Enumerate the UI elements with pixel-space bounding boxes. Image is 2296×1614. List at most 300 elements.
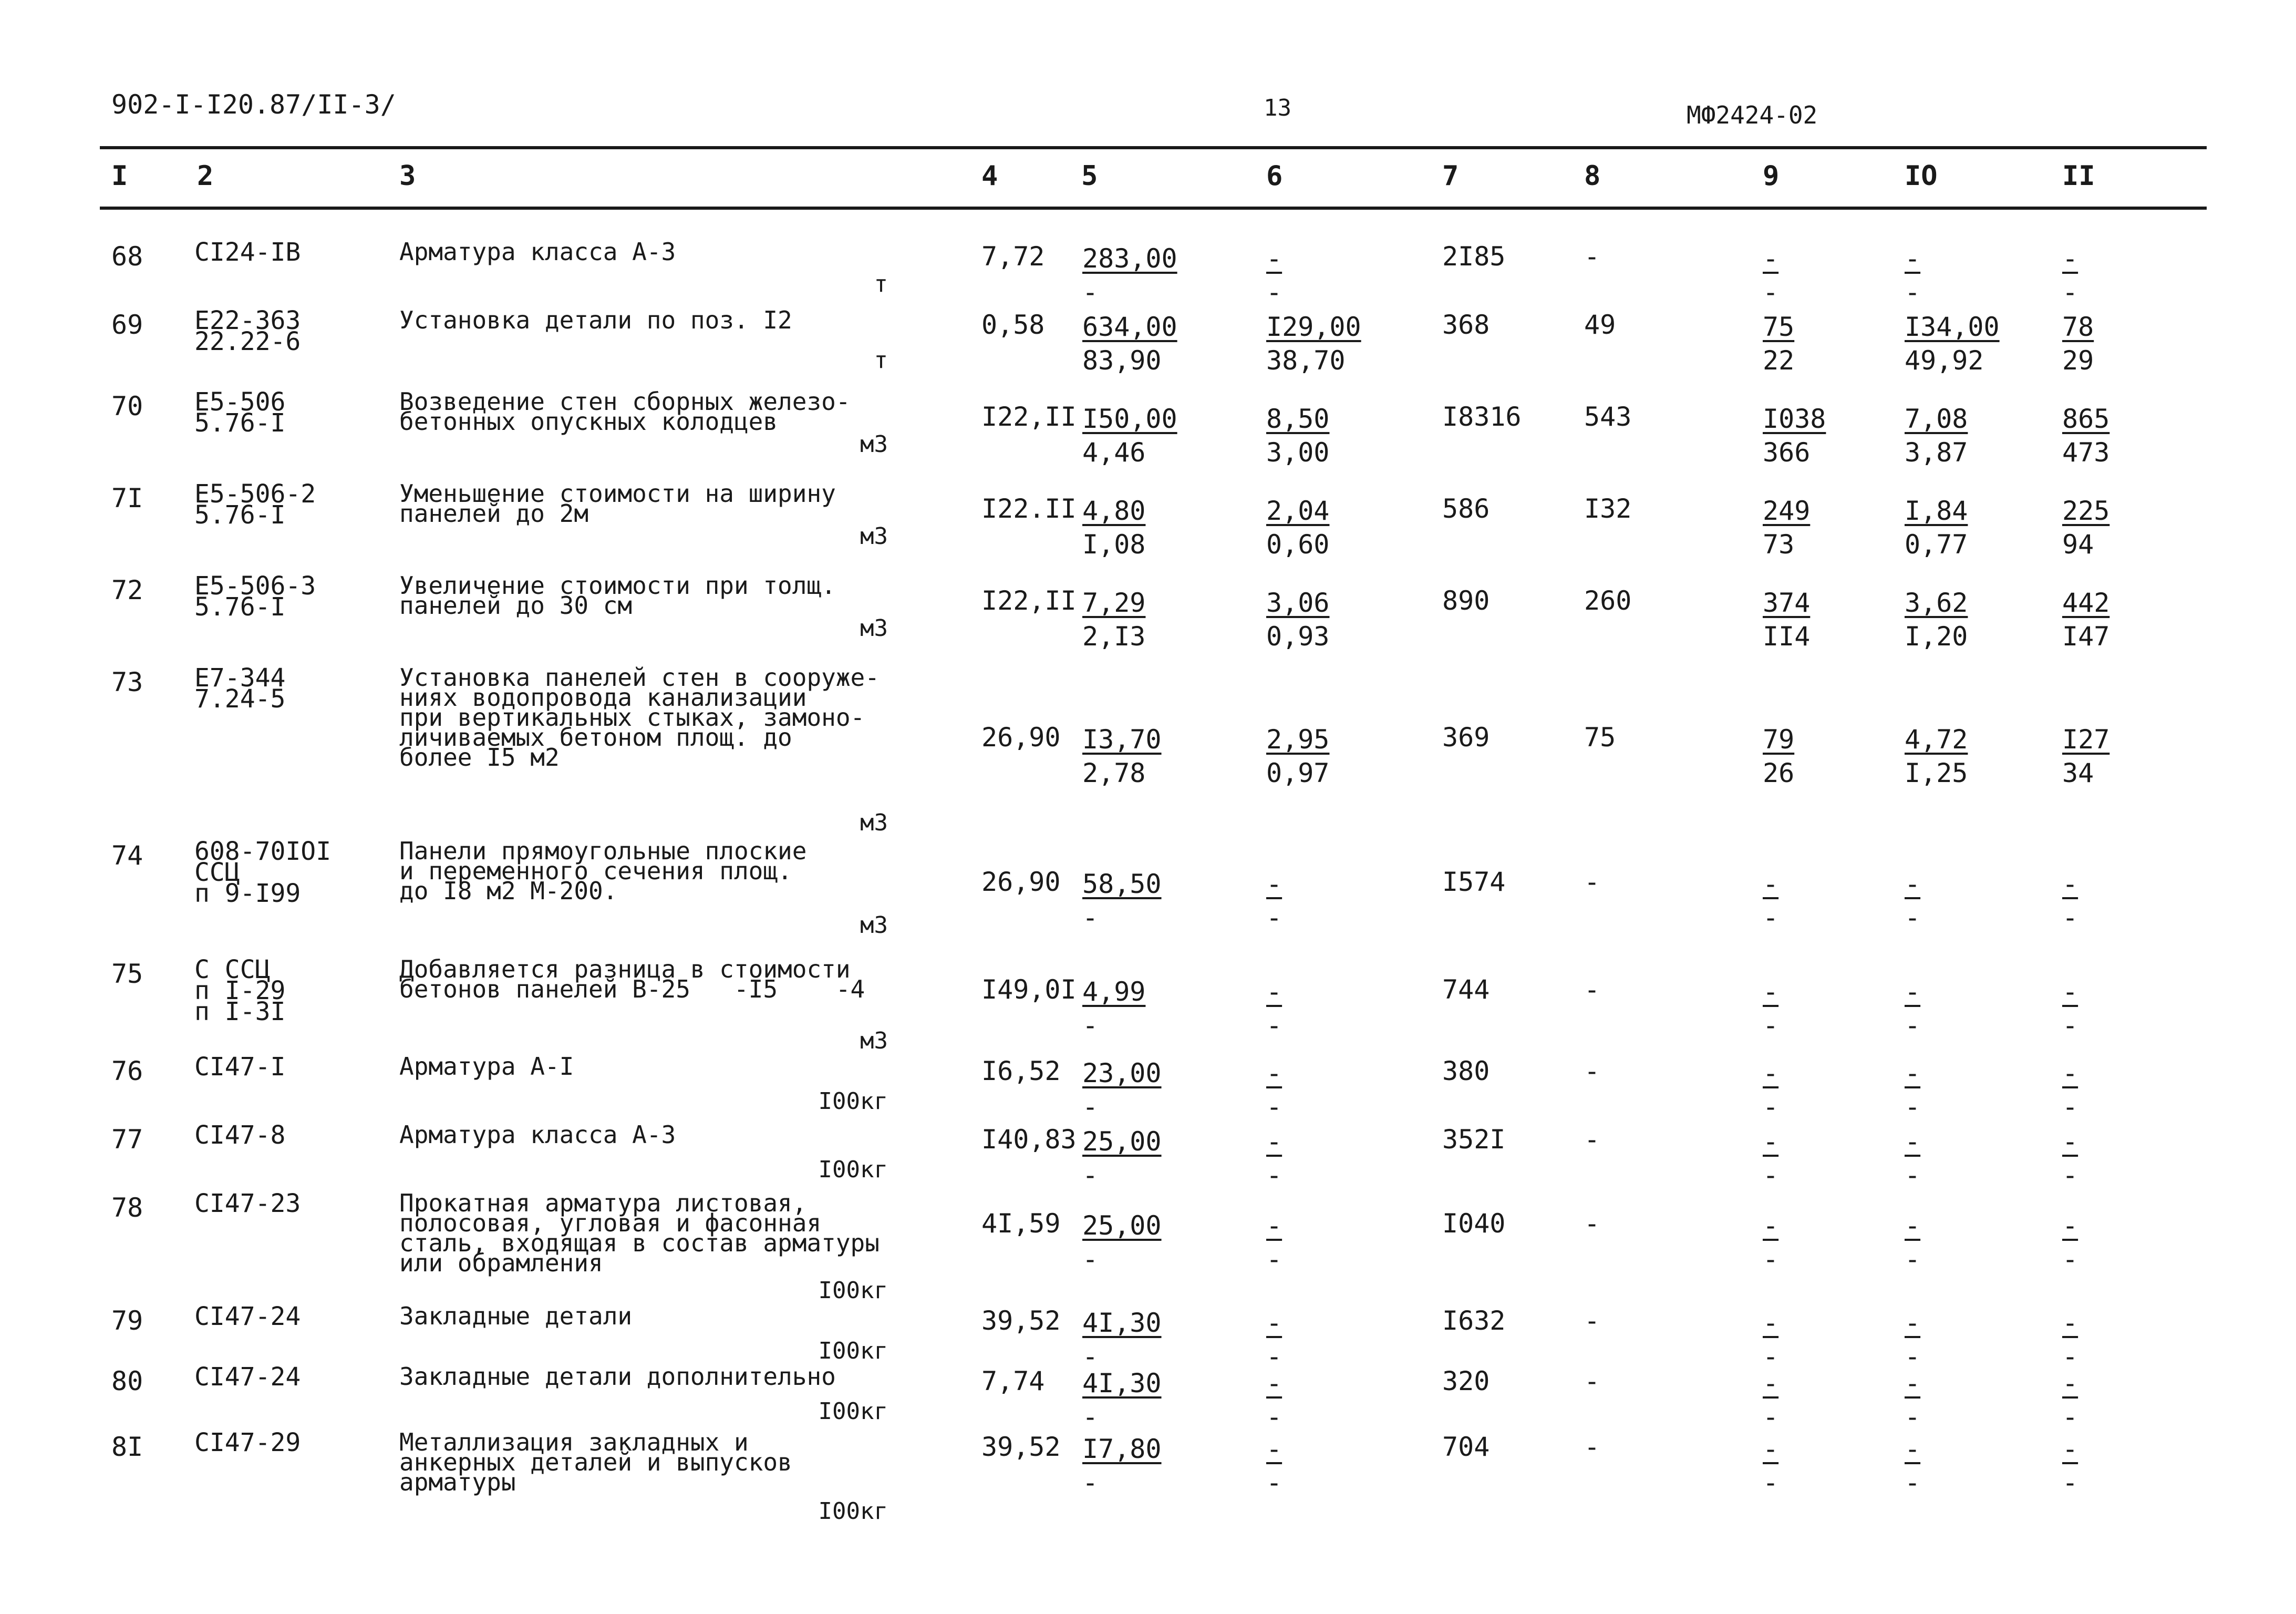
unit-of-measure: т [874, 347, 888, 374]
fraction-denominator: - [1266, 1010, 1283, 1041]
fraction-numerator: 78 [2062, 312, 2094, 342]
fraction-denominator: - [1266, 1092, 1283, 1122]
total-cost: I8316 [1442, 402, 1522, 432]
work-description: Арматура класса А-3 [399, 238, 676, 266]
row-number: 8I [111, 1432, 143, 1462]
rate-code: CI47-I [194, 1052, 286, 1082]
fraction-c11 [2062, 494, 2109, 561]
fraction-denominator: - [1905, 1341, 1921, 1372]
fraction-c9 [1763, 1306, 1778, 1373]
row-number: 72 [111, 575, 143, 605]
rate-code: CI47-24 [194, 1302, 301, 1331]
total-cost: 369 [1442, 722, 1490, 753]
fraction-numerator: - [1905, 1058, 1921, 1088]
fraction-numerator: I7,80 [1082, 1434, 1162, 1464]
fraction-denominator: 4,46 [1082, 437, 1146, 468]
fraction-denominator: 29 [2062, 345, 2094, 376]
fraction-denominator: - [1082, 1467, 1099, 1498]
fraction-numerator: - [2062, 1368, 2078, 1399]
row-number: 69 [111, 310, 143, 340]
fraction-c11 [2062, 310, 2094, 377]
fraction-numerator: - [2062, 869, 2078, 899]
fraction-denominator: 0,93 [1266, 621, 1330, 652]
work-description: Закладные детали дополнительно [399, 1362, 836, 1391]
fraction-c9 [1763, 402, 1826, 469]
fraction-numerator: - [1266, 1368, 1283, 1399]
quantity: I22.II [981, 494, 1077, 524]
unit-of-measure: м3 [860, 912, 888, 939]
fraction-denominator: - [1763, 1244, 1779, 1274]
quantity: I40,83 [981, 1124, 1077, 1155]
fraction-numerator: - [1763, 1126, 1779, 1157]
rate-code: С ССЦ п I-29 п I-3I [194, 955, 286, 1026]
total-cost: 2I85 [1442, 241, 1506, 272]
fraction-c5 [1082, 586, 1145, 653]
fraction-c6 [1266, 867, 1282, 934]
fraction-denominator: I,08 [1082, 529, 1146, 560]
fraction-c6 [1266, 310, 1361, 377]
fraction-c9 [1763, 1056, 1778, 1124]
fraction-c5 [1082, 975, 1145, 1042]
fraction-numerator: 8,50 [1266, 404, 1330, 434]
fraction-numerator: 4,72 [1905, 724, 1968, 755]
fraction-c6 [1266, 975, 1282, 1042]
work-description: Увеличение стоимости при толщ. панелей до 30 см [399, 571, 836, 620]
unit-of-measure: I00кг [818, 1338, 888, 1364]
fraction-c10 [1905, 310, 2000, 377]
wage-cost: 49 [1584, 310, 1616, 340]
wage-cost: - [1584, 241, 1600, 272]
total-cost: 704 [1442, 1432, 1490, 1462]
quantity: 4I,59 [981, 1208, 1061, 1239]
fraction-numerator: 3,62 [1905, 588, 1968, 618]
rate-code: CI47-23 [194, 1189, 301, 1218]
fraction-denominator: - [1905, 1092, 1921, 1122]
fraction-numerator: - [1905, 1308, 1921, 1338]
fraction-numerator: 865 [2062, 404, 2110, 434]
unit-of-measure: I00кг [818, 1398, 888, 1425]
total-cost: I040 [1442, 1208, 1506, 1239]
fraction-numerator: - [1266, 1210, 1283, 1241]
fraction-c10 [1905, 1056, 1920, 1124]
fraction-denominator: - [1905, 902, 1921, 933]
wage-cost: - [1584, 867, 1600, 897]
document-code: 902-I-I20.87/II-3/ [111, 89, 396, 120]
fraction-numerator: 283,00 [1082, 243, 1177, 274]
fraction-numerator: - [1266, 1434, 1283, 1464]
fraction-c6 [1266, 723, 1329, 790]
rate-code: CI47-24 [194, 1362, 301, 1392]
fraction-c9 [1763, 867, 1778, 934]
unit-of-measure: т [874, 271, 888, 297]
work-description: Уменьшение стоимости на ширину панелей до 2м [399, 479, 836, 528]
unit-of-measure: м3 [860, 615, 888, 642]
fraction-denominator: - [1905, 1402, 1921, 1432]
fraction-numerator: - [2062, 1058, 2078, 1088]
unit-of-measure: м3 [860, 1027, 888, 1054]
fraction-denominator: - [1266, 1160, 1283, 1190]
fraction-c5 [1082, 1209, 1162, 1276]
rate-code: E5-506 5.76-I [194, 387, 286, 438]
column-header-2: 2 [197, 160, 214, 192]
fraction-denominator: I,25 [1905, 758, 1968, 788]
fraction-denominator: - [1266, 1341, 1283, 1372]
column-header-4: 4 [981, 160, 998, 192]
page-number: 13 [1264, 95, 1291, 121]
wage-cost: - [1584, 1432, 1600, 1462]
fraction-numerator: - [1905, 1126, 1921, 1157]
unit-of-measure: м3 [860, 809, 888, 836]
fraction-c11 [2062, 975, 2078, 1042]
fraction-numerator: 4,99 [1082, 976, 1146, 1007]
fraction-denominator: 34 [2062, 758, 2094, 788]
fraction-numerator: 25,00 [1082, 1126, 1162, 1157]
fraction-denominator: - [2062, 902, 2078, 933]
wage-cost: - [1584, 1366, 1600, 1396]
fraction-c11 [2062, 1432, 2078, 1499]
fraction-numerator: - [1763, 976, 1779, 1007]
fraction-numerator: - [1763, 1210, 1779, 1241]
fraction-c9 [1763, 1209, 1778, 1276]
total-cost: 380 [1442, 1056, 1490, 1086]
wage-cost: I32 [1584, 494, 1632, 524]
fraction-denominator: - [1082, 277, 1099, 307]
fraction-c9 [1763, 494, 1810, 561]
total-cost: 320 [1442, 1366, 1490, 1396]
fraction-c10 [1905, 867, 1920, 934]
fraction-c11 [2062, 1306, 2078, 1373]
fraction-numerator: - [1905, 1368, 1921, 1399]
quantity: 0,58 [981, 310, 1045, 340]
fraction-denominator: - [1905, 1244, 1921, 1274]
work-description: Прокатная арматура листовая, полосовая, угловая и фасонная сталь, входящая в состав арматуры или обрамления [399, 1189, 880, 1277]
fraction-denominator: 2,I3 [1082, 621, 1146, 652]
fraction-c6 [1266, 586, 1329, 653]
unit-of-measure: I00кг [818, 1498, 888, 1525]
wage-cost: - [1584, 1124, 1600, 1155]
fraction-c10 [1905, 1125, 1920, 1192]
fraction-c5 [1082, 1432, 1162, 1499]
unit-of-measure: I00кг [818, 1088, 888, 1115]
total-cost: 744 [1442, 974, 1490, 1005]
table-top-rule [100, 146, 2207, 149]
fraction-numerator: - [1905, 1434, 1921, 1464]
fraction-numerator: 7,29 [1082, 588, 1146, 618]
fraction-numerator: - [1763, 243, 1779, 274]
work-description: Металлизация закладных и анкерных деталей и выпусков арматуры [399, 1428, 792, 1496]
rate-code: E5-506-3 5.76-I [194, 571, 316, 622]
fraction-c10 [1905, 494, 1968, 561]
fraction-denominator: - [2062, 1092, 2078, 1122]
fraction-numerator: - [1266, 243, 1283, 274]
row-number: 78 [111, 1192, 143, 1223]
wage-cost: 75 [1584, 722, 1616, 753]
fraction-denominator: 2,78 [1082, 758, 1146, 788]
fraction-numerator: I3,70 [1082, 724, 1162, 755]
table-header-rule [100, 207, 2207, 210]
fraction-numerator: - [2062, 1210, 2078, 1241]
fraction-numerator: 374 [1763, 588, 1811, 618]
fraction-denominator: - [1082, 1160, 1099, 1190]
column-header-6: 6 [1266, 160, 1283, 192]
fraction-numerator: - [1266, 1126, 1283, 1157]
fraction-c6 [1266, 242, 1282, 309]
wage-cost: - [1584, 1305, 1600, 1336]
fraction-c10 [1905, 975, 1920, 1042]
fraction-numerator: - [1763, 1368, 1779, 1399]
unit-of-measure: I00кг [818, 1156, 888, 1183]
fraction-denominator: I,20 [1905, 621, 1968, 652]
total-cost: 368 [1442, 310, 1490, 340]
fraction-numerator: 7,08 [1905, 404, 1968, 434]
fraction-denominator: - [1082, 1010, 1099, 1041]
quantity: 26,90 [981, 867, 1061, 897]
fraction-denominator: - [1082, 1244, 1099, 1274]
fraction-denominator: 49,92 [1905, 345, 1984, 376]
row-number: 74 [111, 840, 143, 871]
column-header-9: 9 [1763, 160, 1780, 192]
total-cost: 586 [1442, 494, 1490, 524]
fraction-numerator: 2,04 [1266, 496, 1330, 526]
fraction-c5 [1082, 1306, 1162, 1373]
fraction-denominator: 94 [2062, 529, 2094, 560]
fraction-c6 [1266, 1306, 1282, 1373]
fraction-c5 [1082, 402, 1177, 469]
fraction-c10 [1905, 242, 1920, 309]
fraction-denominator: - [1266, 277, 1283, 307]
fraction-numerator: 249 [1763, 496, 1811, 526]
fraction-numerator: I038 [1763, 404, 1826, 434]
fraction-c9 [1763, 975, 1778, 1042]
unit-of-measure: м3 [860, 523, 888, 550]
fraction-denominator: - [2062, 1467, 2078, 1498]
fraction-denominator: - [2062, 277, 2078, 307]
fraction-denominator: 22 [1763, 345, 1795, 376]
row-number: 70 [111, 391, 143, 422]
fraction-denominator: 38,70 [1266, 345, 1346, 376]
fraction-c9 [1763, 586, 1810, 653]
fraction-denominator: 0,77 [1905, 529, 1968, 560]
fraction-denominator: 3,87 [1905, 437, 1968, 468]
fraction-c11 [2062, 1056, 2078, 1124]
quantity: 39,52 [981, 1305, 1061, 1336]
column-header-3: 3 [399, 160, 416, 192]
fraction-denominator: - [1905, 1160, 1921, 1190]
fraction-denominator: - [1763, 1402, 1779, 1432]
total-cost: I632 [1442, 1305, 1506, 1336]
work-description: Закладные детали [399, 1302, 633, 1330]
column-header-11: II [2062, 160, 2095, 192]
fraction-denominator: - [1082, 1402, 1099, 1432]
fraction-numerator: - [1266, 976, 1283, 1007]
fraction-numerator: - [1763, 1308, 1779, 1338]
fraction-c11 [2062, 1366, 2078, 1434]
wage-cost: - [1584, 1056, 1600, 1086]
fraction-c10 [1905, 723, 1968, 790]
fraction-denominator: 0,60 [1266, 529, 1330, 560]
fraction-c11 [2062, 723, 2109, 790]
fraction-denominator: - [1266, 902, 1283, 933]
fraction-c10 [1905, 586, 1968, 653]
column-header-8: 8 [1584, 160, 1601, 192]
fraction-numerator: 442 [2062, 588, 2110, 618]
fraction-denominator: 3,00 [1266, 437, 1330, 468]
fraction-numerator: 4,80 [1082, 496, 1146, 526]
fraction-c11 [2062, 867, 2078, 934]
fraction-denominator: - [1266, 1467, 1283, 1498]
fraction-denominator: - [1763, 1160, 1779, 1190]
fraction-c11 [2062, 242, 2078, 309]
fraction-c6 [1266, 1432, 1282, 1499]
fraction-c6 [1266, 1125, 1282, 1192]
fraction-numerator: I29,00 [1266, 312, 1361, 342]
fraction-numerator: 4I,30 [1082, 1308, 1162, 1338]
fraction-numerator: - [1763, 1058, 1779, 1088]
fraction-denominator: - [1082, 902, 1099, 933]
fraction-c10 [1905, 1432, 1920, 1499]
fraction-denominator: - [2062, 1402, 2078, 1432]
fraction-c9 [1763, 723, 1794, 790]
fraction-c11 [2062, 402, 2109, 469]
fraction-denominator: - [2062, 1244, 2078, 1274]
fraction-numerator: - [2062, 1126, 2078, 1157]
fraction-numerator: 3,06 [1266, 588, 1330, 618]
row-number: 75 [111, 959, 143, 989]
fraction-denominator: - [2062, 1010, 2078, 1041]
quantity: I6,52 [981, 1056, 1061, 1086]
total-cost: 890 [1442, 585, 1490, 616]
fraction-numerator: - [1266, 1058, 1283, 1088]
column-header-5: 5 [1081, 160, 1098, 192]
work-description: Возведение стен сборных железо- бетонных опускных колодцев [399, 387, 851, 436]
fraction-denominator: 473 [2062, 437, 2110, 468]
sheet-code: МФ2424-02 [1687, 101, 1818, 129]
fraction-c5 [1082, 867, 1162, 934]
fraction-c10 [1905, 1209, 1920, 1276]
row-number: 77 [111, 1124, 143, 1155]
fraction-c10 [1905, 1306, 1920, 1373]
fraction-denominator: 0,97 [1266, 758, 1330, 788]
work-description: Добавляется разница в стоимости бетонов панелей В-25 -I5 -4 [399, 955, 865, 1003]
fraction-c5 [1082, 1366, 1162, 1434]
row-number: 76 [111, 1056, 143, 1086]
fraction-numerator: I34,00 [1905, 312, 2000, 342]
fraction-numerator: - [2062, 243, 2078, 274]
rate-code: E22-363 22.22-6 [194, 306, 301, 356]
fraction-c6 [1266, 1056, 1282, 1124]
fraction-c5 [1082, 1056, 1162, 1124]
row-number: 79 [111, 1305, 143, 1336]
rate-code: E7-344 7.24-5 [194, 663, 286, 714]
fraction-c6 [1266, 402, 1329, 469]
fraction-denominator: - [1266, 1244, 1283, 1274]
row-number: 73 [111, 667, 143, 697]
fraction-denominator: - [1905, 1010, 1921, 1041]
fraction-c9 [1763, 1366, 1778, 1434]
fraction-numerator: 634,00 [1082, 312, 1177, 342]
fraction-denominator: - [1763, 902, 1779, 933]
fraction-c9 [1763, 242, 1778, 309]
work-description: Установка панелей стен в сооруже- ниях водопровода канализации при вертикальных стыках, замоно- личиваемых бетоном площ. до более I5 м2 [399, 663, 880, 772]
fraction-c9 [1763, 1432, 1778, 1499]
fraction-c6 [1266, 1366, 1282, 1434]
fraction-c9 [1763, 1125, 1778, 1192]
fraction-numerator: - [1905, 976, 1921, 1007]
fraction-c5 [1082, 1125, 1162, 1192]
fraction-denominator: - [1266, 1402, 1283, 1432]
fraction-c5 [1082, 494, 1145, 561]
fraction-numerator: - [1905, 1210, 1921, 1241]
fraction-numerator: I27 [2062, 724, 2110, 755]
quantity: I22,II [981, 585, 1077, 616]
fraction-denominator: - [1763, 1467, 1779, 1498]
total-cost: I574 [1442, 867, 1506, 897]
fraction-numerator: 25,00 [1082, 1210, 1162, 1241]
fraction-denominator: - [1905, 277, 1921, 307]
work-description: Панели прямоугольные плоские и переменного сечения площ. до I8 м2 М-200. [399, 837, 807, 905]
fraction-numerator: - [1905, 243, 1921, 274]
fraction-c11 [2062, 586, 2109, 653]
wage-cost: 543 [1584, 402, 1632, 432]
quantity: I49,0I [981, 974, 1077, 1005]
fraction-denominator: - [1763, 277, 1779, 307]
wage-cost: - [1584, 1208, 1600, 1239]
row-number: 7I [111, 483, 143, 513]
fraction-c5 [1082, 310, 1177, 377]
fraction-denominator: - [1763, 1092, 1779, 1122]
fraction-numerator: 4I,30 [1082, 1368, 1162, 1399]
fraction-numerator: 75 [1763, 312, 1795, 342]
fraction-denominator: - [2062, 1341, 2078, 1372]
fraction-c11 [2062, 1209, 2078, 1276]
unit-of-measure: I00кг [818, 1277, 888, 1304]
column-header-1: I [111, 160, 128, 192]
fraction-denominator: - [1763, 1010, 1779, 1041]
rate-code: 608-70IOI ССЦ п 9-I99 [194, 837, 332, 908]
quantity: 7,72 [981, 241, 1045, 272]
total-cost: 352I [1442, 1124, 1506, 1155]
fraction-numerator: 225 [2062, 496, 2110, 526]
work-description: Установка детали по поз. I2 [399, 306, 792, 334]
fraction-numerator: I,84 [1905, 496, 1968, 526]
quantity: I22,II [981, 402, 1077, 432]
wage-cost: 260 [1584, 585, 1632, 616]
row-number: 68 [111, 241, 143, 272]
quantity: 39,52 [981, 1432, 1061, 1462]
fraction-denominator: 366 [1763, 437, 1811, 468]
fraction-numerator: 23,00 [1082, 1058, 1162, 1088]
fraction-denominator: - [1905, 1467, 1921, 1498]
fraction-c11 [2062, 1125, 2078, 1192]
fraction-denominator: - [1082, 1341, 1099, 1372]
fraction-numerator: - [1266, 1308, 1283, 1338]
rate-code: E5-506-2 5.76-I [194, 479, 316, 530]
wage-cost: - [1584, 974, 1600, 1005]
fraction-denominator: 73 [1763, 529, 1795, 560]
fraction-numerator: - [2062, 1308, 2078, 1338]
rate-code: CI47-8 [194, 1120, 286, 1150]
fraction-numerator: - [2062, 1434, 2078, 1464]
fraction-numerator: I50,00 [1082, 404, 1177, 434]
fraction-numerator: 58,50 [1082, 869, 1162, 899]
quantity: 26,90 [981, 722, 1061, 753]
fraction-numerator: 79 [1763, 724, 1795, 755]
fraction-c5 [1082, 242, 1177, 309]
row-number: 80 [111, 1366, 143, 1396]
fraction-c10 [1905, 1366, 1920, 1434]
fraction-denominator: - [1763, 1341, 1779, 1372]
quantity: 7,74 [981, 1366, 1045, 1396]
